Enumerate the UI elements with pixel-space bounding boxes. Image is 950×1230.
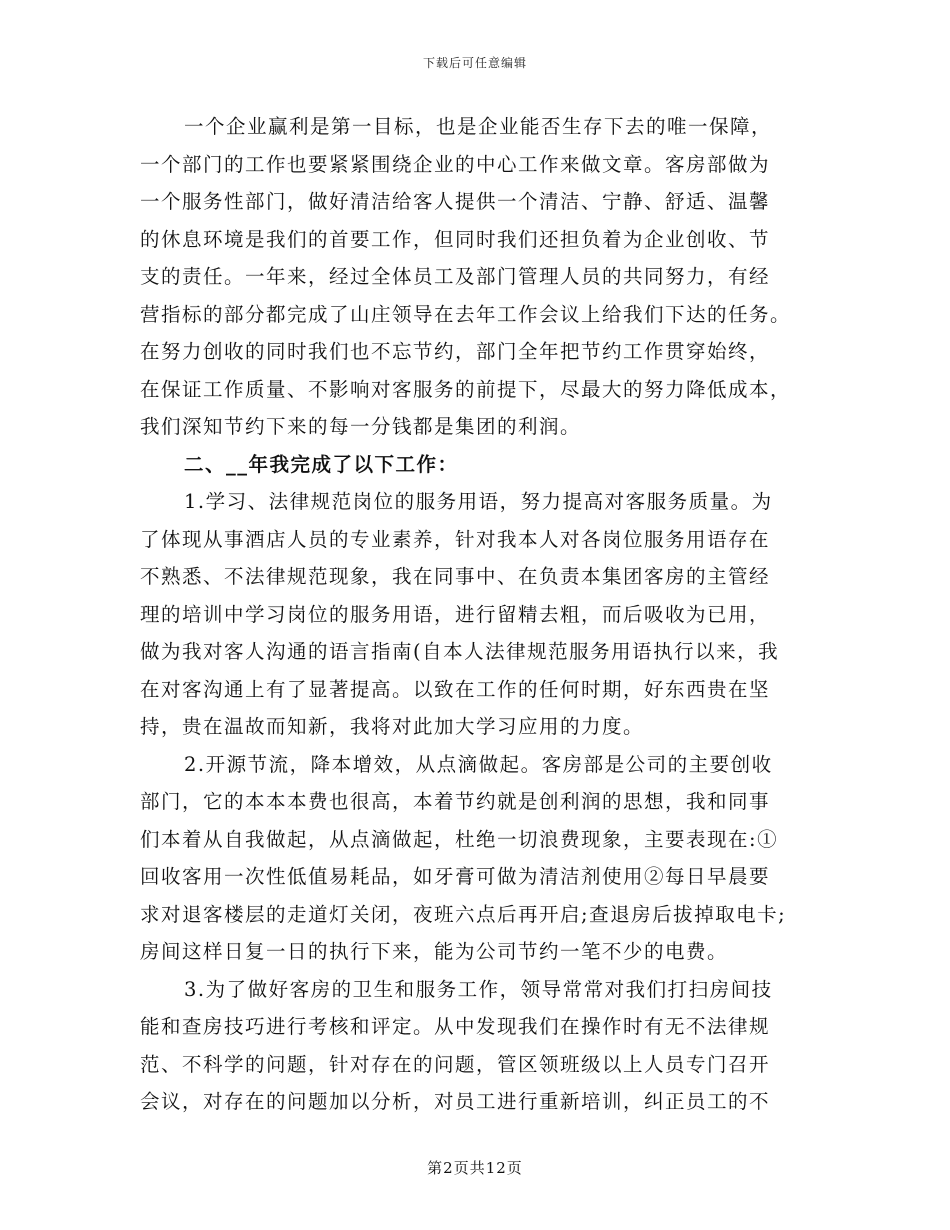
paragraph-line: 一个部门的工作也要紧紧围绕企业的中心工作来做文章。客房部做为	[140, 152, 771, 176]
paragraph-line: 在保证工作质量、不影响对客服务的前提下，尽最大的努力降低成本，	[140, 377, 792, 401]
paragraph-line: 在努力创收的同时我们也不忘节约，部门全年把节约工作贯穿始终，	[140, 340, 771, 363]
paragraph-line: 持，贵在温故而知新，我将对此加大学习应用的力度。	[140, 715, 645, 738]
paragraph-line: 一个服务性部门，做好清洁给客人提供一个清洁、宁静、舒适、温馨	[140, 190, 771, 213]
paragraph-line: 做为我对客人沟通的语言指南(自本人法律规范服务用语执行以来，我	[140, 640, 780, 663]
paragraph-line: 营指标的部分都完成了山庄领导在去年工作会议上给我们下达的任务。	[140, 302, 792, 326]
paragraph-line: 1.学习、法律规范岗位的服务用语，努力提高对客服务质量。为	[184, 490, 773, 513]
paragraph-line: 部门，它的本本本费也很高，本着节约就是创利润的思想，我和同事	[140, 790, 771, 813]
paragraph-line: 了体现从事酒店人员的专业素养，针对我本人对各岗位服务用语存在	[140, 527, 771, 551]
paragraph-line: 范、不科学的问题，针对存在的问题，管区领班级以上人员专门召开	[140, 1052, 771, 1076]
paragraph-line: 回收客用一次性低值易耗品，如牙膏可做为清洁剂使用②每日早晨要	[140, 865, 771, 888]
paragraph-line: 求对退客楼层的走道灯关闭，夜班六点后再开启;查退房后拔掉取电卡;	[140, 902, 787, 926]
paragraph-line: 们本着从自我做起，从点滴做起，杜绝一切浪费现象，主要表现在:①	[140, 827, 779, 851]
paragraph-line: 一个企业赢利是第一目标，也是企业能否生存下去的唯一保障，	[184, 115, 773, 138]
paragraph-line: 不熟悉、不法律规范现象，我在同事中、在负责本集团客房的主管经	[140, 565, 771, 588]
paragraph-line: 支的责任。一年来，经过全体员工及部门管理人员的共同努力，有经	[140, 265, 771, 288]
paragraph-line: 在对客沟通上有了显著提高。以致在工作的任何时期，好东西贵在坚	[140, 677, 771, 701]
paragraph-line: 2.开源节流，降本增效，从点滴做起。客房部是公司的主要创收	[184, 752, 773, 776]
section-heading: 二、__年我完成了以下工作：	[184, 452, 459, 476]
paragraph-line: 的休息环境是我们的首要工作，但同时我们还担负着为企业创收、节	[140, 227, 771, 251]
body-text	[140, 108, 810, 1121]
paragraph-line: 我们深知节约下来的每一分钱都是集团的利润。	[140, 415, 582, 438]
header-note: 下载后可任意编辑	[422, 56, 527, 70]
paragraph-line: 3.为了做好客房的卫生和服务工作，领导常常对我们打扫房间技	[184, 977, 773, 1001]
page-number: 第2页共12页	[427, 1159, 523, 1177]
paragraph-line: 理的培训中学习岗位的服务用语，进行留精去粗，而后吸收为已用，	[140, 602, 771, 626]
paragraph-line: 房间这样日复一日的执行下来，能为公司节约一笔不少的电费。	[140, 940, 729, 963]
paragraph-line: 会议，对存在的问题加以分析，对员工进行重新培训，纠正员工的不	[140, 1090, 771, 1113]
paragraph-line: 能和查房技巧进行考核和评定。从中发现我们在操作时有无不法律规	[140, 1015, 771, 1038]
